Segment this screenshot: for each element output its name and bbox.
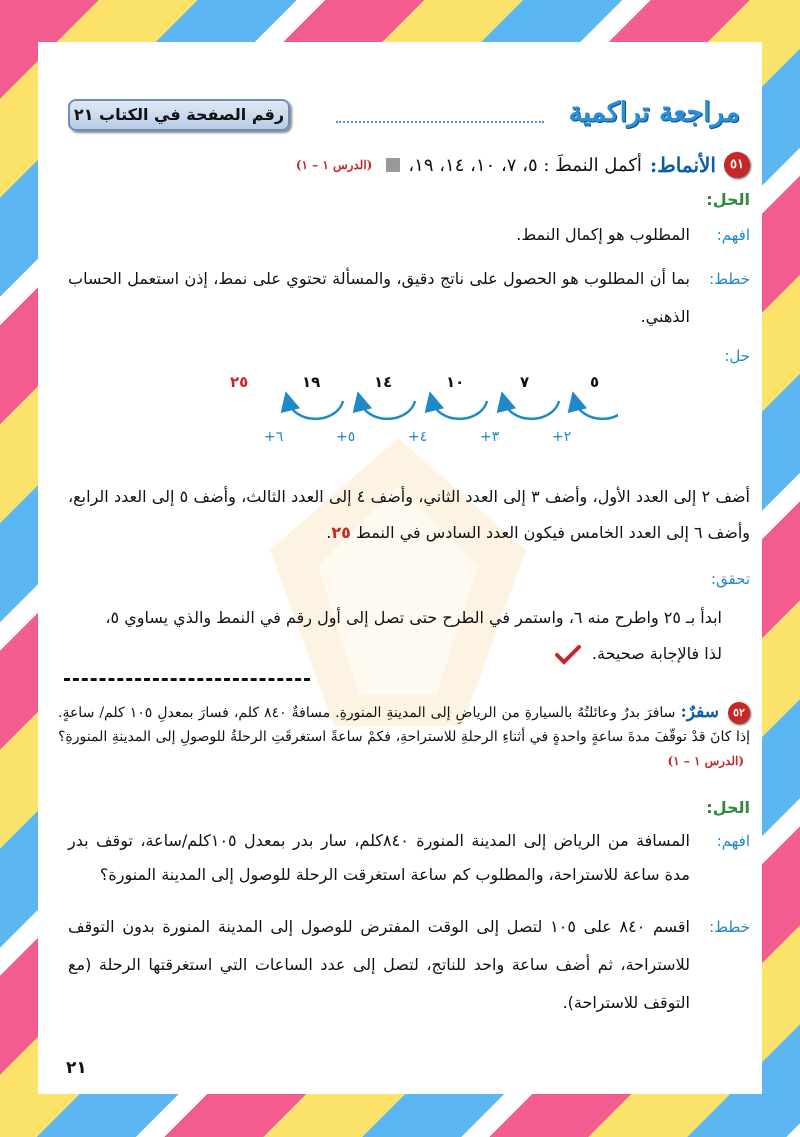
question-number-badge: ٥٢: [728, 702, 750, 724]
sequence-term-2: ٧: [520, 373, 530, 391]
plan-step: [68, 260, 750, 336]
sequence-term-1: ٥: [590, 373, 600, 391]
watermark-logo: [238, 422, 558, 742]
page-header: [68, 97, 740, 139]
sequence-term-6: ٢٥: [230, 373, 249, 391]
lesson-reference: (الدرس ١ – ١): [295, 158, 373, 172]
book-page-reference: رقم الصفحة في الكتاب ٢١: [68, 99, 290, 131]
pattern-diagram: [218, 367, 618, 447]
lesson-reference: (الدرس ١ – ١): [667, 754, 744, 768]
understand-text: المطلوب هو إكمال النمط.: [516, 225, 690, 244]
section-divider: [64, 678, 310, 681]
question-topic: سفرٌ:: [680, 702, 719, 722]
check-text-block: [68, 600, 722, 672]
increment-labels: [218, 429, 618, 449]
understand-step: [68, 824, 750, 892]
increment-label: +٤: [408, 429, 428, 445]
understand-label: افهم:: [716, 226, 750, 244]
page-number: ٢١: [66, 1058, 87, 1078]
sequence-term-4: ١٤: [374, 373, 393, 391]
arc-arrow-icon: [288, 401, 343, 419]
solve-label: حل:: [724, 347, 750, 365]
question-text: أكمل النمطَ : ٥، ٧، ١٠، ١٤، ١٩،: [408, 154, 642, 176]
check-label: تحقق:: [710, 570, 750, 588]
check-text: ابدأ بـ ٢٥ واطرح منه ٦، واستمر في الطرح حتى تصل إلى أول رقم في النمط والذي يساوي ٥،: [105, 608, 722, 627]
question-52-block: [58, 700, 750, 773]
increment-label: +٣: [480, 429, 500, 445]
plan-text: بما أن المطلوب هو الحصول على ناتج دقيق، والمسألة تحتوي على نمط، إذن استعمل الحساب الذهني.: [68, 269, 690, 326]
page-title: مراجعة تراكمية: [568, 97, 740, 128]
question-51-line: [58, 152, 750, 178]
check-conclusion: لذا فالإجابة صحيحة.: [591, 644, 722, 663]
increment-label: +٥: [336, 429, 356, 445]
question-text: سافرَ بدرٌ وعائلتُهُ بالسيارةِ من الرياضِ إلى المدينةِ المنورةِ. مسافةٌ ٨٤٠ كلم، فسارَ بمعدلِ ١٠٥ كلم/ ساعةٍ. إذا كانَ قدْ توقّفَ مدةَ ساعةٍ واحدةٍ في أثناءِ الرحلةِ للاستراحةِ، فكمْ ساعةً استغرقَتِ الرحلةُ للوصولِ إلى المدينةِ المنورةِ؟: [58, 705, 750, 745]
checkmark-icon: [555, 645, 581, 665]
understand-text: المسافة من الرياض إلى المدينة المنورة ٨٤٠كلم، سار بدر بمعدل ١٠٥كلم/ساعة، توقف بدر مدة ساعة للاستراحة، والمطلوب كم ساعة استغرقت الرحلة للوصول إلى المدينة المنورة؟: [68, 831, 690, 884]
arc-arrow-icon: [432, 401, 487, 419]
question-number-badge: ٥١: [724, 152, 750, 178]
plan-step: [68, 908, 750, 1022]
answer-value: ٢٥: [331, 523, 351, 542]
sequence-term-5: ١٩: [302, 373, 321, 391]
blank-square-icon: [386, 158, 400, 172]
sequence-term-3: ١٠: [446, 373, 465, 391]
plan-label: خطط:: [709, 918, 750, 936]
increment-label: +٢: [552, 429, 572, 445]
worksheet-page: [38, 42, 762, 1094]
arc-arrow-icon: [360, 401, 415, 419]
plan-label: خطط:: [709, 270, 750, 288]
solution-explanation: أضف ٢ إلى العدد الأول، وأضف ٣ إلى العدد الثاني، وأضف ٤ إلى العدد الثالث، وأضف ٥ إلى العدد الرابع، وأضف ٦ إلى العدد الخامس فيكون العدد السادس في النمط ٢٥.: [68, 487, 750, 542]
increment-label: +٦: [264, 429, 284, 445]
plan-text: اقسم ٨٤٠ على ١٠٥ لتصل إلى الوقت المفترض للوصول إلى المدينة المنورة بدون التوقف للاستراحة، ثم أضف ساعة واحد للناتج، لتصل إلى عدد الساعات التي استغرقتها الرحلة (مع التوقف للاستراحة).: [68, 917, 690, 1012]
header-dotted-line: [336, 121, 544, 123]
understand-label: افهم:: [716, 832, 750, 850]
question-topic: الأنماط:: [649, 153, 716, 177]
understand-step: [68, 216, 750, 254]
solution-heading: الحل:: [706, 798, 750, 817]
solution-heading: الحل:: [706, 190, 750, 209]
arc-arrow-icon: [575, 401, 618, 419]
explanation-text: أضف ٢ إلى العدد الأول، وأضف ٣ إلى العدد الثاني، وأضف ٤ إلى العدد الثالث، وأضف ٥ إلى العدد الرابع، وأضف ٦ إلى العدد الخامس فيكون العدد السادس في النمط: [68, 487, 750, 542]
arc-arrow-icon: [504, 401, 559, 419]
